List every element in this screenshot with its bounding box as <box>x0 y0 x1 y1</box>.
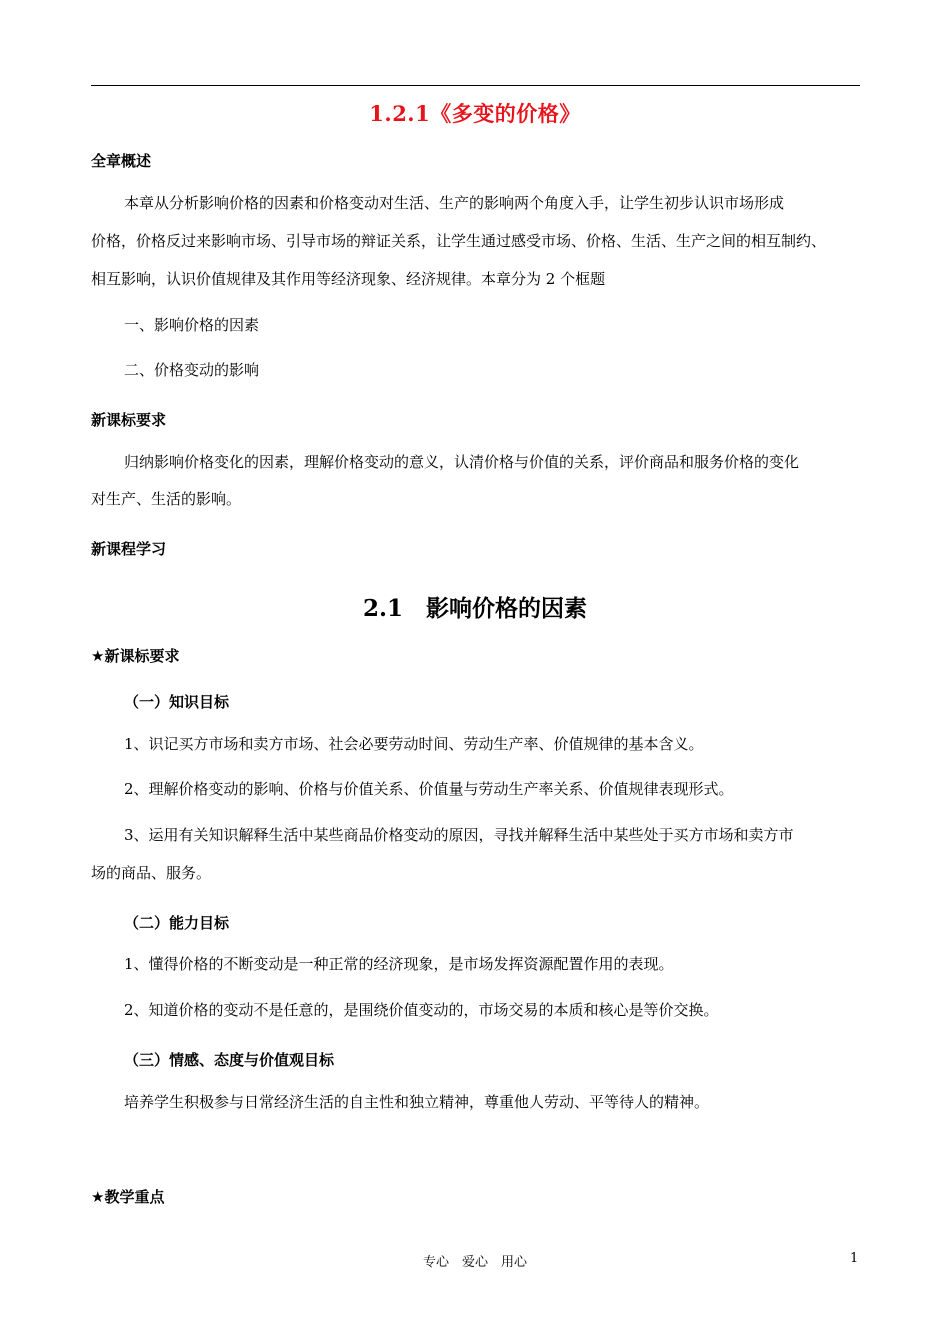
standard-heading: 新课标要求 <box>91 411 167 429</box>
document-title: 1.2.1《多变的价格》 <box>369 101 581 126</box>
knowledge-item-3: 3、运用有关知识解释生活中某些商品价格变动的原因，寻找并解释生活中某些处于买方市场和卖方市 <box>124 826 794 844</box>
knowledge-heading: （一）知识目标 <box>124 693 230 711</box>
focus-heading: ★教学重点 <box>91 1188 165 1206</box>
knowledge-item-2: 2、理解价格变动的影响、价格与价值关系、价值量与劳动生产率关系、价值规律表现形式。 <box>124 780 734 798</box>
ability-item-2: 2、知道价格的变动不是任意的，是围绕价值变动的，市场交易的本质和核心是等价交换。 <box>124 1001 719 1019</box>
overview-heading: 全章概述 <box>91 152 152 170</box>
overview-line-2: 价格，价格反过来影响市场、引导市场的辩证关系，让学生通过感受市场、价格、生活、生产之间的相互制约、 <box>91 232 827 250</box>
footer-motto: 专心 爱心 用心 <box>422 1255 527 1270</box>
emotion-heading: （三）情感、态度与价值观目标 <box>124 1051 335 1069</box>
emotion-text: 培养学生积极参与日常经济生活的自主性和独立精神，尊重他人劳动、平等待人的精神。 <box>124 1093 710 1111</box>
overview-line-3: 相互影响，认识价值规律及其作用等经济现象、经济规律。本章分为 2 个框题 <box>91 270 606 288</box>
overview-line-1: 本章从分析影响价格的因素和价格变动对生活、生产的影响两个角度入手，让学生初步认识市场形成 <box>124 194 785 212</box>
page-number: 1 <box>850 1251 859 1266</box>
standard-line-2: 对生产、生活的影响。 <box>91 490 242 508</box>
overview-item-1: 一、影响价格的因素 <box>124 316 260 334</box>
knowledge-item-3-cont: 场的商品、服务。 <box>91 864 212 882</box>
knowledge-item-1: 1、识记买方市场和卖方市场、社会必要劳动时间、劳动生产率、价值规律的基本含义。 <box>124 735 704 753</box>
section-title: 2.1 影响价格的因素 <box>362 595 587 622</box>
standard-line-1: 归纳影响价格变化的因素，理解价格变动的意义，认清价格与价值的关系，评价商品和服务价格的变化 <box>124 453 800 471</box>
study-heading: 新课程学习 <box>91 540 167 558</box>
header-rule <box>91 85 860 86</box>
ability-item-1: 1、懂得价格的不断变动是一种正常的经济现象，是市场发挥资源配置作用的表现。 <box>124 955 674 973</box>
requirement-heading: ★新课标要求 <box>91 647 180 665</box>
ability-heading: （二）能力目标 <box>124 914 230 932</box>
overview-item-2: 二、价格变动的影响 <box>124 361 260 379</box>
